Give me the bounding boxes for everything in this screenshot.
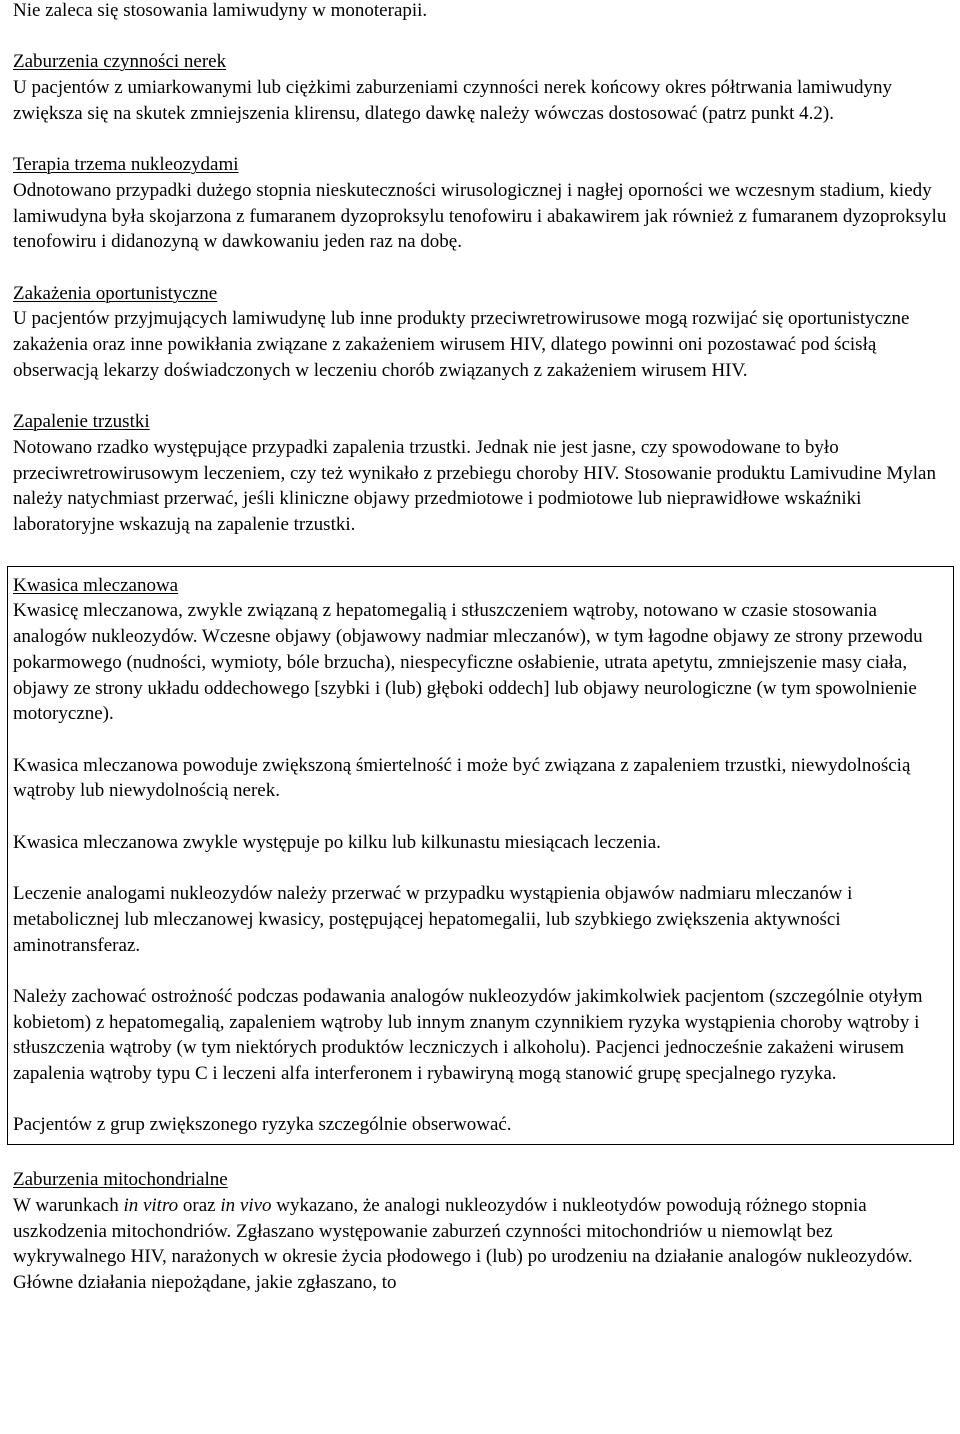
paragraph-opportunistic: U pacjentów przyjmujących lamiwudynę lub inne produkty przeciwretrowirusowe mogą rozwijać się oportunistyczne zakażenia oraz inne powikłania związane z zakażeniem wirusem HIV, dlatego powinni oni pozostawać pod ścisłą obserwacją lekarzy doświadczonych w leczeniu chorób związanych z zakażeniem wirusem HIV. — [13, 308, 910, 381]
paragraph-lactic-4: Leczenie analogami nukleozydów należy przerwać w przypadku wystąpienia objawów nadmiaru mleczanów i metabolicznej lub mleczanowej kwasicy, postępującej hepatomegalii, lub szybkiego zwiększenia aktywności aminotransferaz. — [13, 883, 853, 956]
lactic-block-2 — [13, 753, 948, 804]
intro-paragraph: Nie zaleca się stosowania lamiwudyny w monoterapii. — [13, 0, 428, 21]
mito-text-a: W warunkach — [13, 1194, 124, 1216]
heading-mitochondrial: Zaburzenia mitochondrialne — [13, 1169, 228, 1191]
paragraph-lactic-1: Kwasicę mleczanowa, zwykle związaną z hepatomegalią i stłuszczeniem wątroby, notowano w czasie stosowania analogów nukleozydów. Wczesne objawy (objawowy nadmiar mleczanów), w tym łagodne objawy ze strony przewodu pokarmowego (nudności, wymioty, bóle brzucha), niespecyficzne osłabienie, utrata apetytu, zmniejszenie masy ciała, objawy ze strony układu oddechowego [szybki i (lub) głęboki oddech] lub objawy neurologiczne (w tym spowolnienie motoryczne). — [13, 600, 923, 725]
heading-opportunistic: Zakażenia oportunistyczne — [13, 282, 218, 304]
heading-pancreatitis: Zapalenie trzustki — [13, 411, 150, 433]
section-opportunistic — [13, 281, 948, 384]
mito-text-b: oraz — [178, 1194, 221, 1216]
paragraph-triple-therapy: Odnotowano przypadki dużego stopnia nieskuteczności wirusologicznej i nagłej oporności we wczesnym stadium, kiedy lamiwudyna była skojarzona z fumaranem dyzoproksylu tenofowiru i abakawirem jak również z fumaranem dyzoproksylu tenofowiru i didanozyną w dawkowaniu jeden raz na dobę. — [13, 179, 947, 253]
paragraph-mitochondrial — [13, 1193, 948, 1296]
heading-triple-therapy: Terapia trzema nukleozydami — [13, 154, 239, 176]
mito-italic-in-vitro: in vitro — [123, 1194, 179, 1216]
mito-text-c: wykazano, że analogi nukleozydów i nukleotydów powodują różnego stopnia uszkodzenia mitochondriów. Zgłaszano występowanie zaburzeń czynności mitochondriów u niemowląt bez wykrywalnego HIV, narażonych w okresie życia płodowego i (lub) po urodzeniu na działanie analogów nukleozydów. Główne działania niepożądane, jakie zgłaszano, to — [13, 1194, 913, 1293]
boxed-section-lactic-acidosis — [7, 566, 954, 1145]
paragraph-renal: U pacjentów z umiarkowanymi lub ciężkimi zaburzeniami czynności nerek końcowy okres półtrwania lamiwudyny zwiększa się na skutek zmniejszenia klirensu, dlatego dawkę należy wówczas dostosować (patrz punkt 4.2). — [13, 77, 893, 124]
paragraph-lactic-6: Pacjentów z grup zwiększonego ryzyka szczególnie obserwować. — [13, 1114, 512, 1136]
lactic-block-3 — [13, 830, 948, 856]
heading-lactic-acidosis: Kwasica mleczanowa — [13, 574, 179, 596]
lactic-block-6 — [13, 1112, 948, 1138]
paragraph-lactic-3: Kwasica mleczanowa zwykle występuje po kilku lub kilkunastu miesiącach leczenia. — [13, 831, 661, 853]
lactic-block-1 — [13, 573, 948, 727]
lactic-block-4 — [13, 881, 948, 958]
paragraph-lactic-5: Należy zachować ostrożność podczas podawania analogów nukleozydów jakimkolwiek pacjentom (szczególnie otyłym kobietom) z hepatomegalią, zapaleniem wątroby lub innym znanym czynnikiem ryzyka wystąpienia choroby wątroby i stłuszczenia wątroby (w tym niektórych produktów leczniczych i alkoholu). Pacjenci jednocześnie zakażeni wirusem zapalenia wątroby typu C i leczeni alfa interferonem i rybawiryną mogą stanowić grupę specjalnego ryzyka. — [13, 985, 923, 1084]
section-pancreatitis — [13, 409, 948, 538]
paragraph-pancreatitis: Notowano rzadko występujące przypadki zapalenia trzustki. Jednak nie jest jasne, czy spowodowane to było przeciwretrowirusowym leczeniem, czy też wynikało z przebiegu choroby HIV. Stosowanie produktu Lamivudine Mylan należy natychmiast przerwać, jeśli kliniczne objawy przedmiotowe i podmiotowe lub nieprawidłowe wskaźniki laboratoryjne wskazują na zapalenie trzustki. — [13, 436, 936, 535]
document-page — [13, 0, 948, 1321]
paragraph-lactic-2: Kwasica mleczanowa powoduje zwiększoną śmiertelność i może być związana z zapaleniem trzustki, niewydolnością wątroby lub niewydolnością nerek. — [13, 754, 911, 802]
section-triple-therapy — [13, 152, 948, 255]
heading-renal: Zaburzenia czynności nerek — [13, 51, 227, 73]
lactic-block-5 — [13, 984, 948, 1087]
section-renal — [13, 49, 948, 126]
intro-section — [13, 0, 948, 24]
section-mitochondrial — [13, 1167, 948, 1296]
mito-italic-in-vivo: in vivo — [220, 1194, 272, 1216]
